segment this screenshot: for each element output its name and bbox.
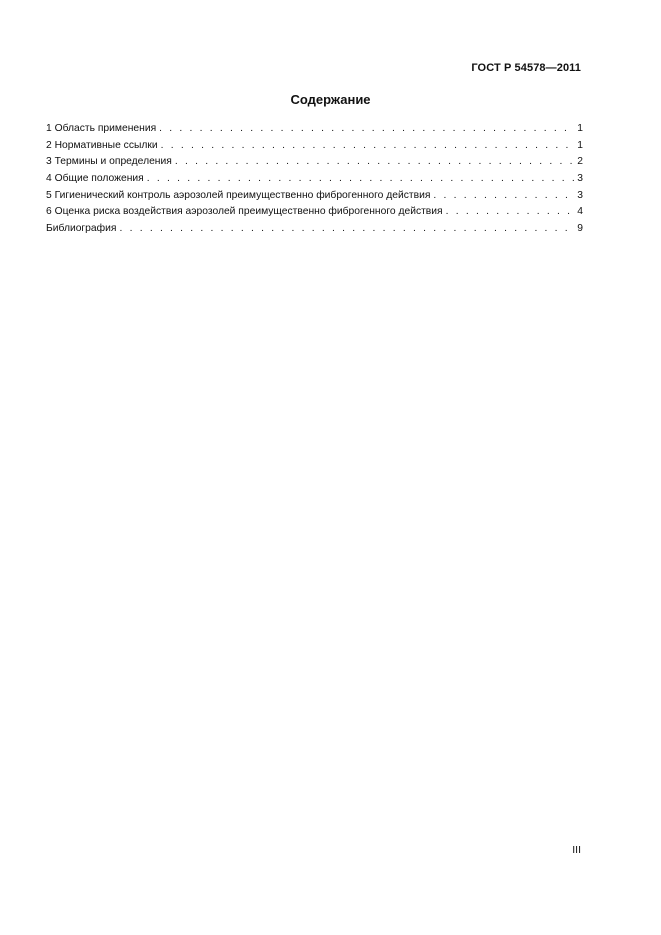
toc-dot-leader — [175, 154, 574, 171]
toc-item-page: 2 — [577, 156, 583, 168]
toc-dot-leader — [161, 138, 575, 155]
toc-item-general-provisions[interactable] — [46, 171, 583, 188]
page-number: III — [572, 844, 581, 856]
toc-item-page: 1 — [577, 139, 583, 151]
toc-item-label: 1 Область применения — [46, 123, 157, 134]
toc-item-label: Библиография — [46, 223, 117, 235]
toc-item-hygienic-control[interactable] — [46, 188, 583, 205]
document-standard-code: ГОСТ Р 54578—2011 — [471, 62, 581, 74]
toc-dot-leader — [433, 188, 574, 205]
toc-item-terms-definitions[interactable] — [46, 154, 583, 171]
toc-title: Содержание — [290, 92, 371, 107]
toc-item-page: 4 — [577, 206, 583, 218]
toc-item-label: 5 Гигиенический контроль аэрозолей преимущественно фиброгенного действия — [46, 189, 431, 201]
toc-item-page: 3 — [577, 173, 583, 185]
toc-item-risk-assessment[interactable] — [46, 204, 583, 221]
toc-item-bibliography[interactable] — [46, 221, 583, 238]
toc-dot-leader — [119, 221, 574, 238]
toc-item-page: 9 — [577, 223, 583, 235]
toc-item-label: 2 Нормативные ссылки — [46, 139, 158, 151]
toc-list — [46, 121, 583, 238]
toc-item-page: 1 — [577, 123, 583, 134]
toc-dot-leader — [159, 121, 574, 138]
toc-item-scope[interactable] — [46, 121, 583, 138]
toc-item-normative-references[interactable] — [46, 138, 583, 155]
toc-dot-leader — [446, 204, 575, 221]
toc-item-label: 6 Оценка риска воздействия аэрозолей преимущественно фиброгенного действия — [46, 206, 443, 218]
toc-item-label: 3 Термины и определения — [46, 156, 172, 168]
toc-dot-leader — [147, 171, 575, 188]
toc-item-page: 3 — [577, 189, 583, 201]
toc-item-label: 4 Общие положения — [46, 173, 144, 185]
